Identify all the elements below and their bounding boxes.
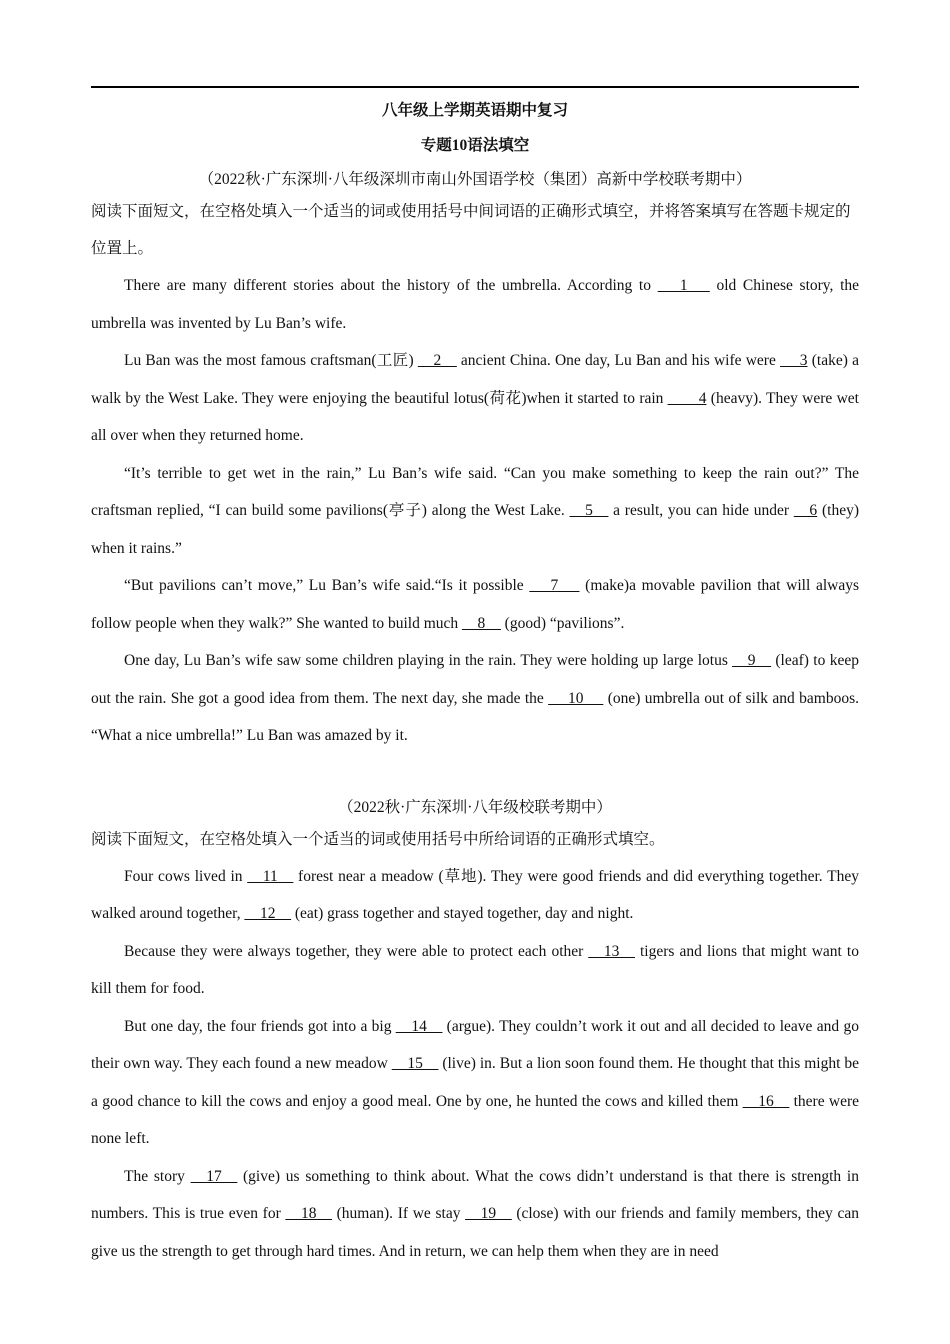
document-page: [91, 86, 859, 1270]
blank-19: __19__: [465, 1205, 512, 1222]
passage2-paragraph: But one day, the four friends got into a big __14__ (argue). They couldn’t work it out and all decided to leave and go their own way. They each found a new meadow __15__ (live) in. But a lion soon found them. He thought that this might be a good chance to kill the cows and enjoy a good meal. One by one, he hunted the cows and killed them __16__ there were none left.: [91, 1017, 859, 1147]
blank-4: ____4: [667, 389, 707, 407]
passage1-paragraph: One day, Lu Ban’s wife saw some children playing in the rain. They were holding up large lotus __9__ (leaf) to keep out the rain. She got a good idea from them. The next day, she made the __10__ (one) umbrella out of silk and bamboos. “What a nice umbrella!” Lu Ban was amazed by it.: [91, 652, 859, 744]
blank-12: __12__: [244, 905, 291, 922]
passage2-source: （2022秋·广东深圳·八年级校联考期中）: [338, 798, 612, 816]
blank-2: __2__: [417, 352, 457, 369]
blank-17: __17__: [190, 1167, 238, 1185]
passage1-source: （2022秋·广东深圳·八年级深圳市南山外国语学校（集团）高新中学校联考期中）: [198, 171, 752, 188]
blank-13: __13__: [588, 942, 635, 960]
blank-1: __1__: [657, 277, 710, 294]
blank-9: __9__: [732, 652, 772, 669]
blank-16: __16__: [742, 1092, 790, 1110]
passage1-paragraph: “But pavilions can’t move,” Lu Ban’s wife said.“Is it possible __7__ (make)a movable pavilion that will always follow people when they walk?” She wanted to build much __8__ (good) “pavilions”.: [91, 577, 859, 632]
blank-7: __7__: [529, 577, 580, 594]
blank-3: __3: [780, 352, 808, 369]
blank-6: __6: [793, 502, 818, 519]
blank-10: __10__: [548, 689, 604, 707]
blank-11: __11__: [247, 867, 294, 885]
doc-subtitle: 专题10语法填空: [420, 137, 530, 154]
blank-8: __8__: [462, 614, 501, 632]
passage2-instruction: 阅读下面短文，在空格处填入一个适当的词或使用括号中所给词语的正确形式填空。: [91, 830, 665, 848]
top-rule: [91, 86, 859, 88]
passage2-paragraph: Four cows lived in __11__ forest near a meadow (草地). They were good friends and did everything together. They walked around together, __12__ (eat) grass together and stayed together, day and night.: [91, 867, 859, 922]
passage2-paragraph: The story __17__ (give) us something to think about. What the cows didn’t understand is that there is strength in numbers. This is true even for __18__ (human). If we stay __19__ (close) with our friends and family members, they can give us the strength to get through hard times. And in return, we can help them when they are in need: [91, 1167, 859, 1260]
blank-5: __5__: [569, 502, 609, 519]
section-gap: [91, 755, 859, 787]
passage2-paragraph: Because they were always together, they were able to protect each other __13__ tigers and lions that might want to kill them for food.: [91, 942, 859, 997]
blank-15: __15__: [391, 1055, 439, 1072]
passage1-paragraph: There are many different stories about the history of the umbrella. According to __1__ old Chinese story, the umbrella was invented by Lu Ban’s wife.: [91, 277, 860, 332]
blank-18: __18__: [285, 1205, 332, 1222]
passage1-instruction: 阅读下面短文，在空格处填入一个适当的词或使用括号中间词语的正确形式填空，并将答案填写在答题卡规定的位置上。: [91, 203, 851, 257]
passage1-paragraph: Lu Ban was the most famous craftsman(工匠) __2__ ancient China. One day, Lu Ban and his wife were __3 (take) a walk by the West Lake. They were enjoying the beautiful lotus(荷花)when it started to rain ____4 (heavy). They were wet all over when they returned home.: [91, 352, 859, 444]
passage1-paragraph: “It’s terrible to get wet in the rain,” Lu Ban’s wife said. “Can you make something to keep the rain out?” The craftsman replied, “I can build some pavilions(亭子) along the West Lake. __5__ a result, you can hide under __6 (they) when it rains.”: [91, 464, 859, 557]
blank-14: __14__: [395, 1017, 443, 1035]
doc-title: 八年级上学期英语期中复习: [381, 102, 568, 119]
